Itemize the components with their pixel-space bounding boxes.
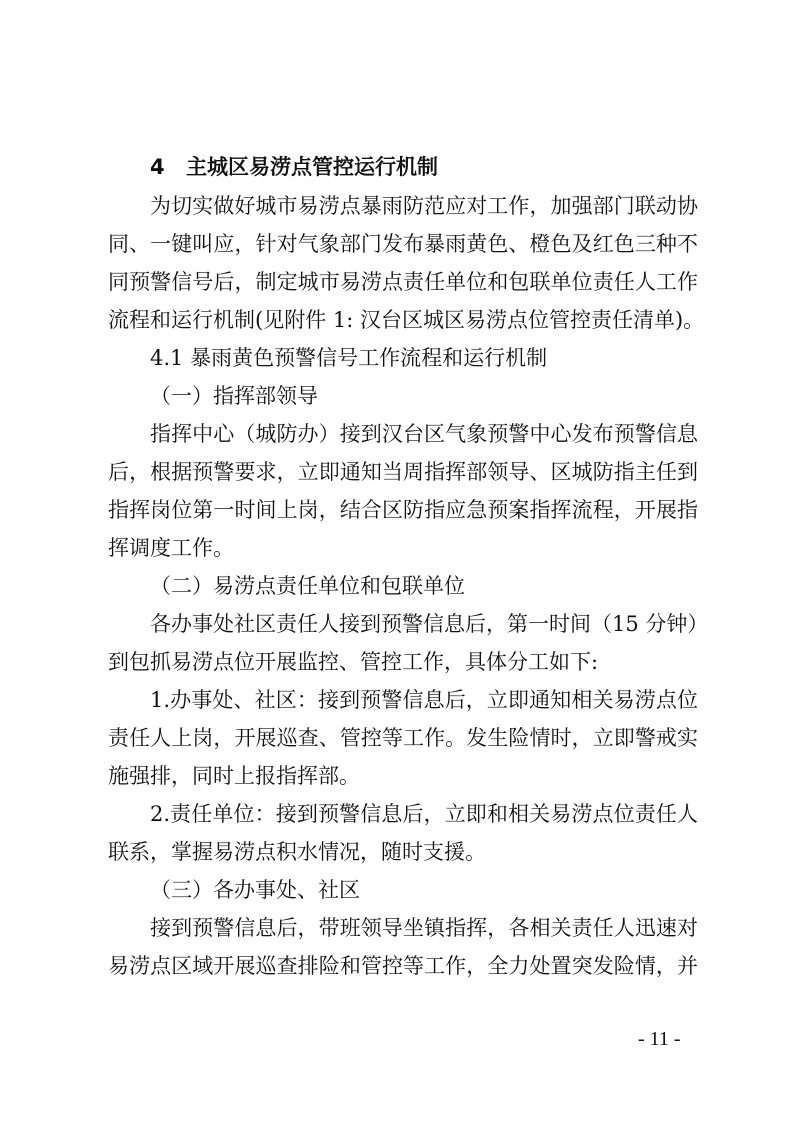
paragraph-line: 为切实做好城市易涝点暴雨防范应对工作，加强部门联动协: [150, 194, 698, 218]
item-heading: （三）各办事处、社区: [150, 878, 360, 902]
paragraph-line: 联系，掌握易涝点积水情况，随时支援。: [108, 840, 486, 864]
paragraph-line: 1.办事处、社区：接到预警信息后，立即通知相关易涝点位: [150, 688, 698, 712]
item-heading: （一）指挥部领导: [150, 384, 318, 408]
paragraph-line: 到包抓易涝点位开展监控、管控工作，具体分工如下:: [108, 650, 599, 674]
paragraph-line: 施强排，同时上报指挥部。: [108, 764, 360, 788]
section-number: 4: [150, 155, 165, 179]
section-title: 主城区易涝点管控运行机制: [186, 155, 438, 179]
paragraph-line: 各办事处社区责任人接到预警信息后，第一时间（15 分钟）: [150, 612, 709, 636]
paragraph-line: 同预警信号后，制定城市易涝点责任单位和包联单位责任人工作: [108, 270, 698, 294]
paragraph-line: 易涝点区域开展巡查排险和管控等工作，全力处置突发险情，并: [108, 954, 698, 978]
subsection-heading: 4.1 暴雨黄色预警信号工作流程和运行机制: [150, 346, 548, 370]
paragraph-line: 同、一键叫应，针对气象部门发布暴雨黄色、橙色及红色三种不: [108, 232, 698, 256]
page-number: - 11 -: [638, 1028, 681, 1050]
paragraph-line: 后，根据预警要求，立即通知当周指挥部领导、区城防指主任到: [108, 460, 698, 484]
section-heading: [150, 148, 438, 186]
paragraph-line: 责任人上岗，开展巡查、管控等工作。发生险情时，立即警戒实: [108, 726, 698, 750]
paragraph-line: 流程和运行机制(见附件 1: 汉台区城区易涝点位管控责任清单)。: [108, 308, 705, 332]
paragraph-line: 2.责任单位：接到预警信息后，立即和相关易涝点位责任人: [150, 802, 698, 826]
paragraph-line: 指挥岗位第一时间上岗，结合区防指应急预案指挥流程，开展指: [108, 498, 698, 522]
item-heading: （二）易涝点责任单位和包联单位: [150, 574, 465, 598]
paragraph-line: 挥调度工作。: [108, 536, 234, 560]
paragraph-line: 接到预警信息后，带班领导坐镇指挥，各相关责任人迅速对: [150, 916, 698, 940]
paragraph-line: 指挥中心（城防办）接到汉台区气象预警中心发布预警信息: [150, 422, 698, 446]
